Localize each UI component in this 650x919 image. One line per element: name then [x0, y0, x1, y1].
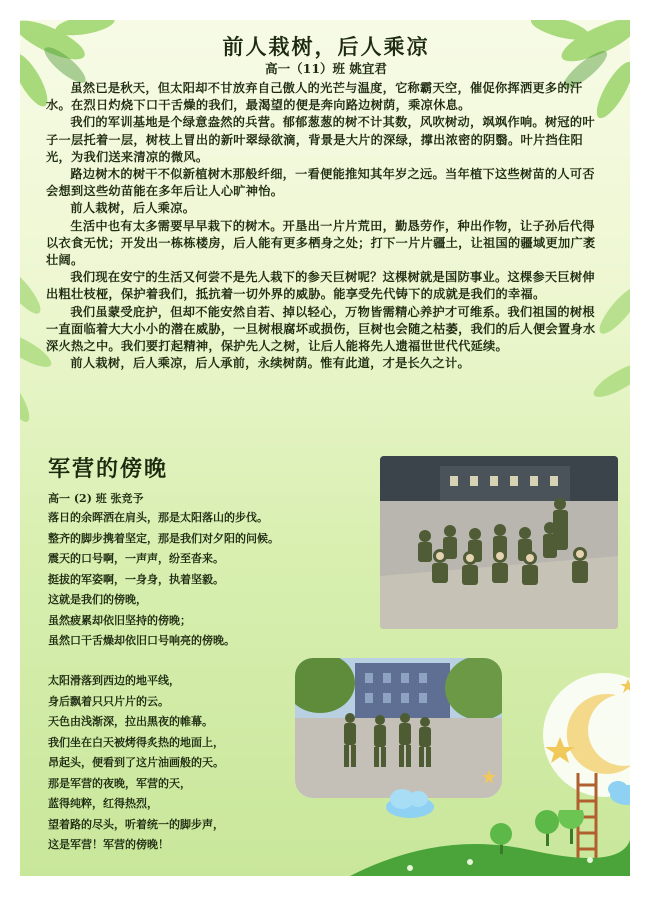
article-paragraph: 我们虽蒙受庇护，但却不能安然自若、掉以轻心，万物皆需精心养护才可维系。我们祖国的树根一直面临着大大小小的潜在威胁，一旦树根腐坏或损伤，巨树也会随之枯萎，我们的后人便会置身水深火热之中。我们要打起精神，保护先人之树，让后人能将先人遗福世世代代延续。	[46, 304, 596, 354]
article-paragraph: 我们的军训基地是个绿意盎然的兵营。郁郁葱葱的树不计其数，风吹树动，飒飒作响。树冠的叶子一层托着一层，树枝上冒出的新叶翠绿欲滴，背景是大片的深绿，撑出浓密的阴翳。叶片挡住阳光，为我们送来清凉的微风。	[46, 115, 595, 164]
poem-line: 虽然口干舌燥却依旧口号响亮的傍晚。	[48, 634, 235, 647]
article-paragraph: 路边树木的树干不似新植树木那般纤细，一看便能推知其年岁之远。当年植下这些树苗的人可否会想到这些幼苗能在多年后让人心旷神怡。	[46, 167, 595, 199]
article-paragraph: 生活中也有太多需要早早栽下的树木。开垦出一片片荒田，勤恳劳作，种出作物，让子孙后代得以衣食无忧；开发出一栋栋楼房，后人能有更多栖身之处；打下一片片疆土，让祖国的疆域更加广袤壮阔。	[46, 218, 596, 268]
poem-line: 那是军营的夜晚，军营的天，	[48, 776, 191, 790]
poem-line: 蓝得纯粹，红得热烈，	[48, 797, 158, 810]
document-sheet	[20, 20, 630, 876]
poem-line: 身后飘着只只片片的云。	[48, 694, 169, 708]
article-title: 前人栽树，后人乘凉	[222, 34, 430, 59]
article	[46, 34, 606, 372]
poem-stanza-1	[48, 508, 279, 652]
grass-hill-decoration	[350, 810, 630, 876]
poem-title: 军营的傍晚	[48, 456, 169, 482]
article-author: 高一（11）班 姚宜君	[265, 61, 387, 76]
poem-line: 我们坐在白天被烤得炙热的地面上，	[48, 735, 224, 749]
star-icon	[482, 770, 496, 784]
article-paragraph: 虽然已是秋天，但太阳却不甘放弃自己傲人的光芒与温度，它称霸天空，催促你挥洒更多的汗水。在烈日灼烧下口干舌燥的我们，最渴望的便是奔向路边树荫，乘凉休息。	[46, 81, 583, 113]
poem-line: 昂起头，便看到了这片油画般的天。	[48, 756, 224, 769]
poem-line: 太阳滑落到西边的地平线，	[48, 674, 180, 687]
poem-line: 整齐的脚步携着坚定，那是我们对夕阳的问候。	[48, 531, 279, 545]
poem-line: 天色由浅渐深，拉出黑夜的帷幕。	[48, 715, 213, 728]
poem-stanza-2	[48, 671, 224, 856]
poem-line: 望着路的尽头，听着统一的脚步声，	[48, 817, 224, 831]
article-paragraph: 前人栽树，后人乘凉，后人承前，永续树荫。惟有此道，才是长久之计。	[70, 356, 470, 371]
poem-line: 虽然疲累却依旧坚持的傍晚；	[48, 613, 191, 627]
photo-soldiers-seated	[380, 456, 618, 629]
poem-line: 震天的口号啊，一声声，纷至沓来。	[48, 552, 224, 565]
poem-line: 挺拔的军姿啊，一身身，执着坚毅。	[48, 572, 224, 586]
article-paragraph: 我们现在安宁的生活又何尝不是先人栽下的参天巨树呢？这棵树就是国防事业。这棵参天巨树伸出粗壮枝桠，保护着我们，抵抗着一切外界的威胁。能享受先代铸下的成就是我们的幸福。	[46, 270, 595, 302]
poem-line: 这就是我们的傍晚，	[48, 593, 147, 606]
poem-line: 这是军营！军营的傍晚！	[48, 838, 169, 851]
article-paragraph: 前人栽树，后人乘凉。	[70, 201, 196, 216]
photo-marching-girls	[295, 658, 502, 798]
poem-line: 落日的余晖洒在肩头，那是太阳落山的步伐。	[48, 511, 268, 524]
poem-author: 高一 (2) 班 张竞予	[48, 492, 144, 505]
